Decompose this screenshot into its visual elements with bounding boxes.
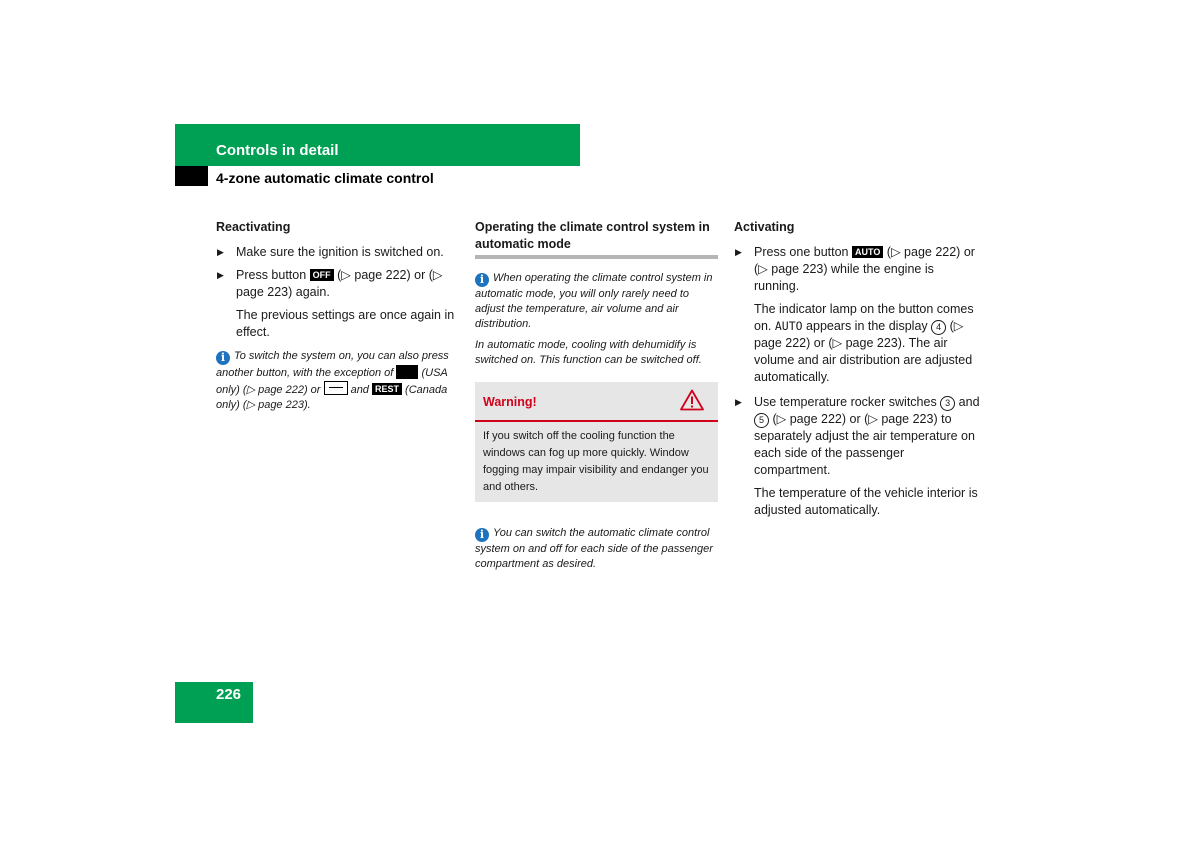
result-part: appears in the display — [802, 319, 932, 333]
column-reactivating — [216, 219, 460, 419]
callout-number: 4 — [931, 320, 946, 335]
step-text: Make sure the ignition is switched on. — [236, 245, 444, 259]
result-part: (▷ page 222) or (▷ page 223). The air volume and air distribution are adjusted automatically. — [754, 319, 973, 384]
step-text: (▷ page 222) or (▷ page 223) while the engine is running. — [754, 245, 975, 293]
warning-triangle-icon — [680, 389, 704, 411]
info-icon: i — [475, 528, 489, 542]
off-button-icon: OFF — [310, 269, 334, 281]
result-text — [734, 301, 980, 386]
heading-reactivating: Reactivating — [216, 220, 291, 234]
rest-button-icon: REST — [372, 383, 402, 395]
note-text: You can switch the automatic climate control system on and off for each side of the passenger compartment as desired. — [475, 527, 713, 570]
step-text: Press one button — [754, 245, 852, 259]
auto-button-icon: AUTO — [852, 246, 883, 258]
result-text: The previous settings are once again in effect. — [236, 308, 455, 339]
warning-body: If you switch off the cooling function the windows can fog up more quickly. Window fogging may impair visibility and endanger you and others. — [483, 430, 709, 493]
info-note — [475, 271, 718, 332]
column-automatic-mode — [475, 219, 718, 578]
warning-header — [475, 382, 718, 422]
callout-number: 3 — [940, 396, 955, 411]
note-text: (USA only) (▷ page 222) or — [216, 367, 448, 396]
defrost-button-icon — [324, 381, 348, 395]
step-ignition — [216, 244, 460, 261]
step-press-auto — [734, 244, 980, 295]
result-part: The indicator lamp on the button comes on. — [754, 302, 974, 333]
note-text: (Canada only) (▷ page 223). — [216, 384, 448, 411]
section-title: Controls in detail — [216, 142, 339, 159]
step-rocker-switches — [734, 394, 980, 479]
step-text: (▷ page 222) or (▷ page 223) to separately adjust the air temperature on each side of the passenger compartment. — [754, 412, 975, 477]
rear-defrost-button-icon — [396, 365, 418, 379]
info-note — [475, 526, 718, 572]
callout-number: 5 — [754, 413, 769, 428]
info-note-continued: In automatic mode, cooling with dehumidify is switched on. This function can be switched off. — [475, 339, 702, 366]
note-text: When operating the climate control system in automatic mode, you will only rarely need to adjust the temperature, air volume and air distribution. — [475, 272, 713, 330]
step-text: and — [955, 395, 980, 409]
page-number-band — [175, 682, 253, 723]
result-text: The temperature of the vehicle interior is adjusted automatically. — [754, 486, 978, 517]
info-note — [216, 349, 460, 413]
note-text: and — [347, 384, 372, 396]
section-subtitle: 4-zone automatic climate control — [216, 170, 434, 186]
column-activating — [734, 219, 980, 527]
heading-automatic-mode: Operating the climate control system in automatic mode — [475, 219, 718, 259]
display-auto-text: AUTO — [774, 319, 803, 333]
step-press-off — [216, 267, 460, 301]
warning-box — [475, 382, 718, 502]
warning-title: Warning! — [483, 395, 537, 409]
heading-activating: Activating — [734, 220, 795, 234]
step-text: (▷ page 222) or (▷ page 223) again. — [236, 268, 443, 299]
info-icon: i — [216, 351, 230, 365]
step-text: Press button — [236, 268, 310, 282]
info-icon: i — [475, 273, 489, 287]
step-text: Use temperature rocker switches — [754, 395, 941, 409]
note-text: To switch the system on, you can also press another button, with the exception of — [216, 350, 449, 379]
header-tab-marker — [175, 166, 208, 186]
page-number: 226 — [216, 686, 242, 703]
